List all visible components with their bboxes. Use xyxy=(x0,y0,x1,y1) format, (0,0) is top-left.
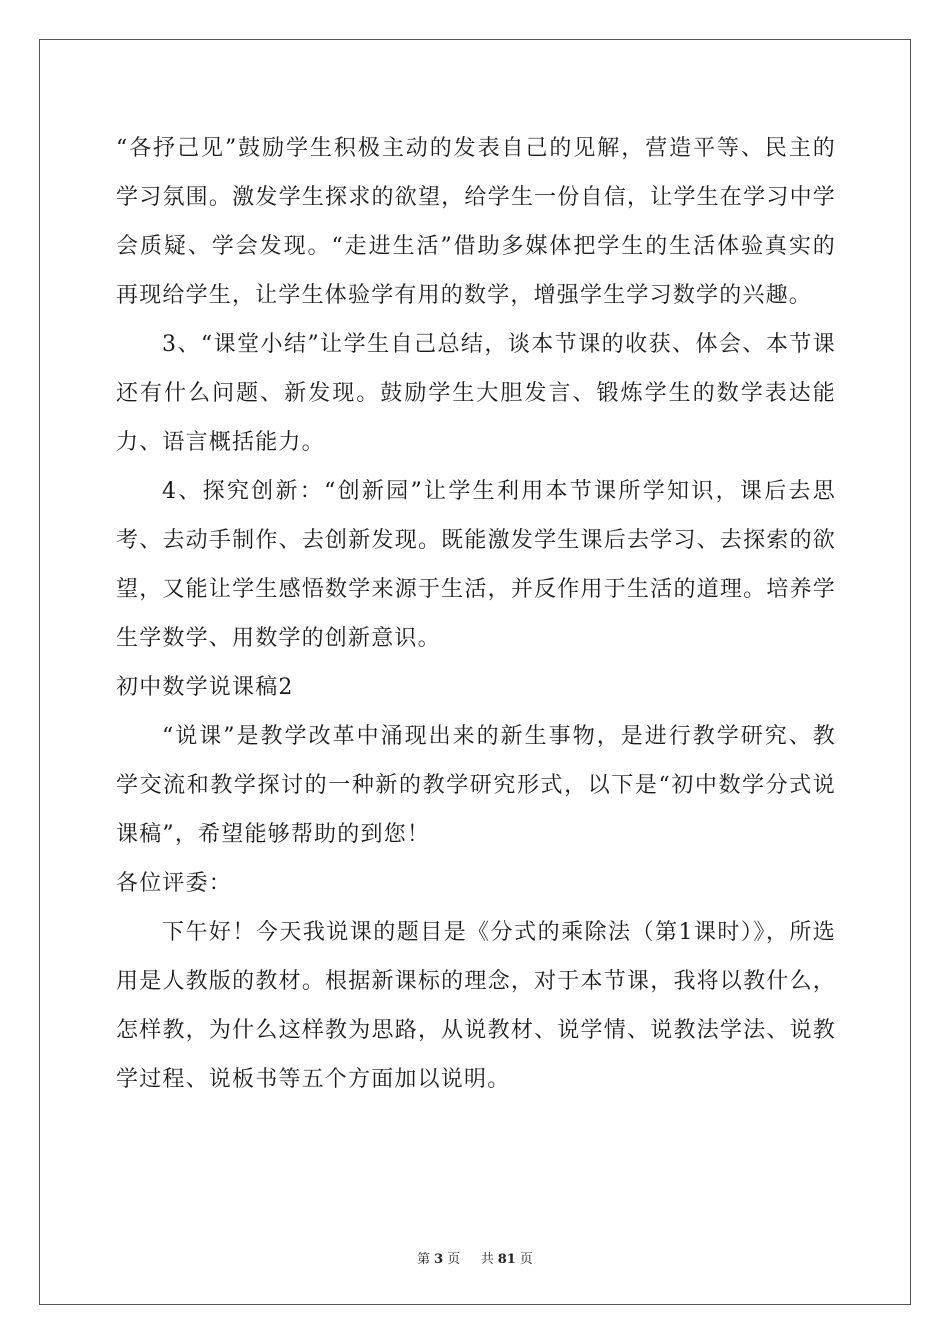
footer-prefix: 第 xyxy=(417,1252,431,1267)
footer-total-suffix: 页 xyxy=(519,1252,533,1267)
footer-total-pages: 81 xyxy=(497,1252,516,1267)
document-body xyxy=(116,124,836,1104)
page-footer xyxy=(0,1248,950,1267)
paragraph-greeting: 下午好！今天我说课的题目是《分式的乘除法（第1课时）》，所选用是人教版的教材。根据新课标的理念，对于本节课，我将以教什么，怎样教，为什么这样教为思路，从说教材、说学情、说教法学法、说教学过程、说板书等五个方面加以说明。 xyxy=(116,920,836,1092)
section-heading: 初中数学说课稿2 xyxy=(116,675,294,700)
paragraph-intro: “说课”是教学改革中涌现出来的新生事物，是进行教学研究、教学交流和教学探讨的一种新的教学研究形式，以下是“初中数学分式说课稿”，希望能够帮助的到您！ xyxy=(116,724,836,847)
paragraph-3: 4、探究创新：“创新园”让学生利用本节课所学知识，课后去思考、去动手制作、去创新发现。既能激发学生课后去学习、去探索的欲望，又能让学生感悟数学来源于生活，并反作用于生活的道理。培养学生学数学、用数学的创新意识。 xyxy=(116,479,836,651)
footer-page-suffix: 页 xyxy=(447,1252,461,1267)
paragraph-1: “各抒己见”鼓励学生积极主动的发表自己的见解，营造平等、民主的学习氛围。激发学生探求的欲望，给学生一份自信，让学生在学习中学会质疑、学会发现。“走进生活”借助多媒体把学生的生活体验真实的再现给学生，让学生体验学有用的数学，增强学生学习数学的兴趣。 xyxy=(116,136,836,308)
paragraph-2: 3、“课堂小结”让学生自己总结，谈本节课的收获、体会、本节课还有什么问题、新发现。鼓励学生大胆发言、锻炼学生的数学表达能力、语言概括能力。 xyxy=(116,332,836,455)
footer-page-number: 3 xyxy=(434,1252,444,1267)
footer-total-prefix: 共 xyxy=(480,1252,494,1267)
salutation: 各位评委： xyxy=(116,871,233,896)
